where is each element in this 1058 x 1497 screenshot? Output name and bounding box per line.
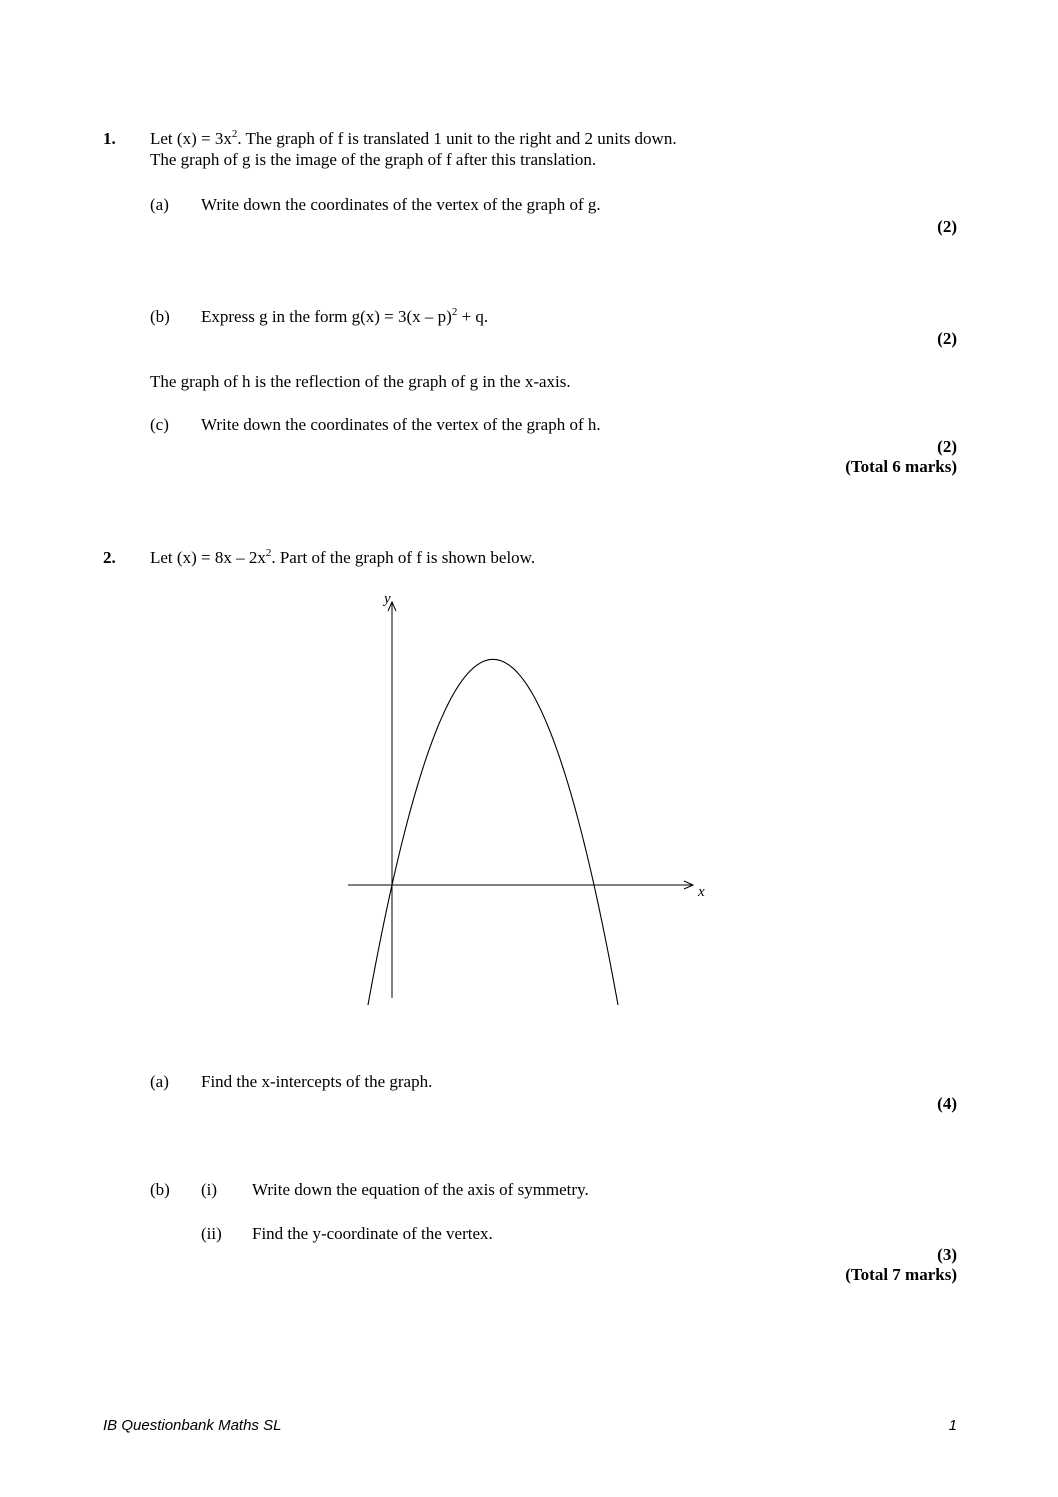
parabola-graph (340, 585, 720, 1005)
q1-stem-pre: Let (150, 129, 177, 148)
question-2-stem (150, 549, 535, 566)
q1-stem-exp: 2 (231, 128, 238, 140)
footer-page-number: 1 (948, 1417, 957, 1434)
q2-stem-eq: (x) = 8x – 2x (176, 548, 266, 567)
q2-part-a-text: Find the x-intercepts of the graph. (201, 1072, 433, 1091)
y-axis-label: y (384, 591, 391, 607)
q1-part-c-text: Write down the coordinates of the vertex of the graph of h. (201, 415, 601, 434)
question-2-number: 2. (103, 548, 116, 567)
x-axis-label: x (698, 884, 705, 900)
q1-part-a-marks: (2) (937, 217, 957, 236)
q2-part-a-label: (a) (150, 1072, 169, 1091)
footer-left: IB Questionbank Maths SL (103, 1417, 282, 1434)
q1-part-c-marks: (2) (937, 437, 957, 456)
q1-interlude: The graph of h is the reflection of the graph of g in the x-axis. (150, 372, 571, 391)
q2-part-b-ii-text: Find the y-coordinate of the vertex. (252, 1224, 493, 1243)
q1-total-marks: (Total 6 marks) (845, 457, 957, 476)
q1-stem-eq: (x) = 3x (176, 129, 232, 148)
q2-part-b-marks: (3) (937, 1245, 957, 1264)
q1-stem-post: . The graph of f is translated 1 unit to the right and 2 units down. (237, 129, 677, 148)
q2-part-b-i-label: (i) (201, 1180, 218, 1199)
q1-part-b-exp: 2 (451, 306, 458, 318)
q1-part-c-label: (c) (150, 415, 169, 434)
question-1-stem-line2: The graph of g is the image of the graph of f after this translation. (150, 150, 597, 169)
q2-total-marks: (Total 7 marks) (845, 1265, 957, 1284)
q2-part-b-i-text: Write down the equation of the axis of symmetry. (252, 1180, 589, 1199)
q2-part-b-ii-label: (ii) (201, 1224, 222, 1243)
q2-stem-post: . Part of the graph of f is shown below. (271, 548, 536, 567)
q2-part-a-marks: (4) (937, 1094, 957, 1113)
q1-part-b-marks: (2) (937, 329, 957, 348)
q1-part-b-text-post: + q. (457, 307, 489, 326)
q2-part-b-label: (b) (150, 1180, 170, 1199)
question-1-number: 1. (103, 129, 116, 148)
q1-part-b-text (201, 308, 488, 325)
q1-part-b-text-pre: Express g in the form g(x) = 3(x – p) (201, 307, 452, 326)
q2-stem-exp: 2 (265, 547, 272, 559)
q1-part-b-label: (b) (150, 307, 170, 326)
q1-part-a-label: (a) (150, 195, 169, 214)
q2-stem-pre: Let (150, 548, 177, 567)
parabola-curve (367, 659, 620, 1005)
question-1-stem (150, 130, 677, 147)
q1-part-a-text: Write down the coordinates of the vertex of the graph of g. (201, 195, 601, 214)
